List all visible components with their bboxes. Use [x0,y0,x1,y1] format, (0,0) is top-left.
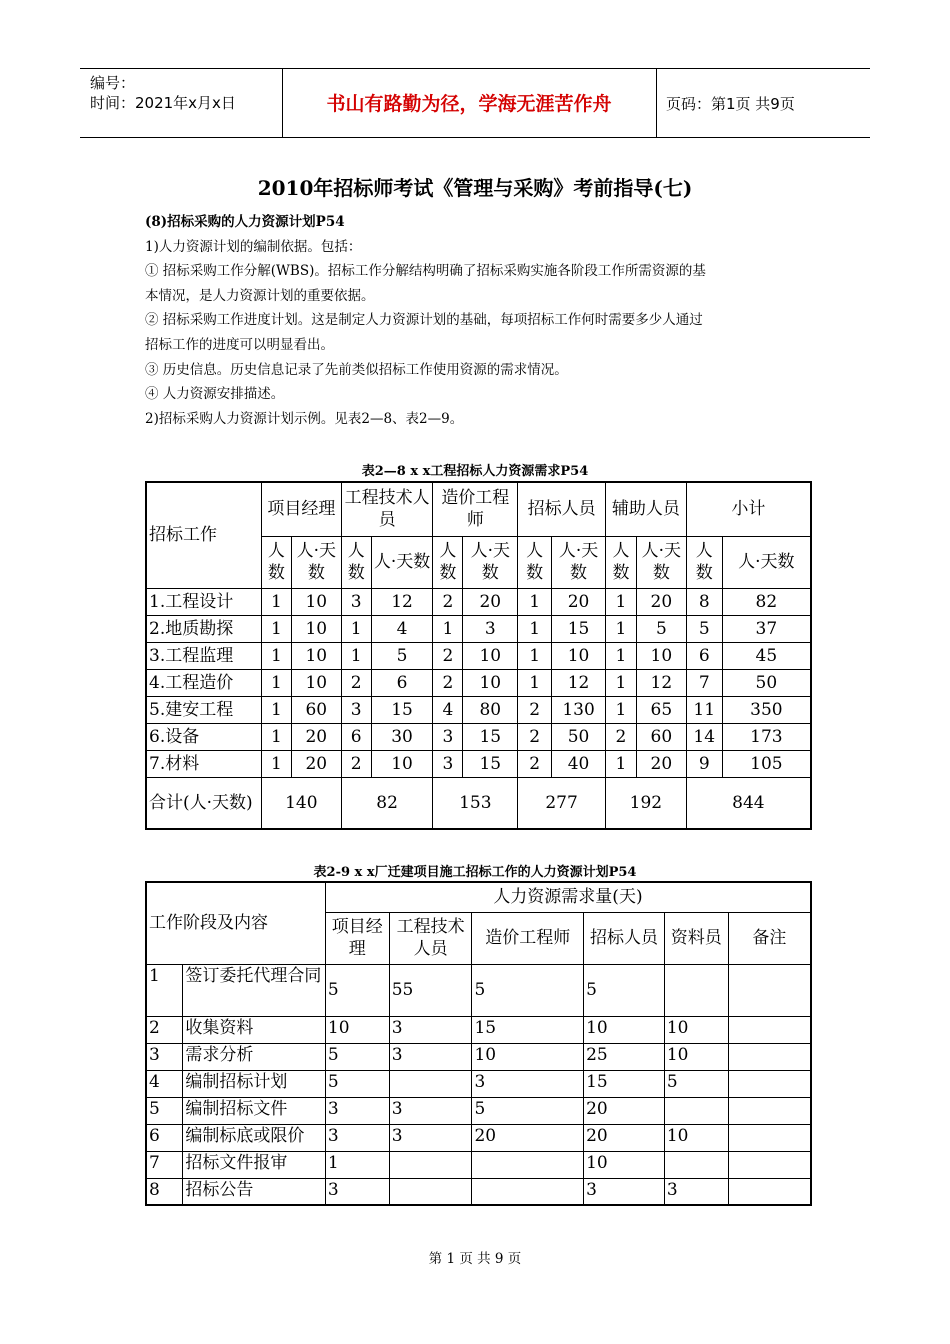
table2-row-number: 1 [146,964,183,1016]
body-text [145,210,825,431]
table2-cell: 25 [584,1043,665,1070]
table2-cell: 10 [664,1043,728,1070]
table1-cell: 30 [371,723,433,750]
table2-cell: 3 [389,1016,472,1043]
table1-subheader: 人·天数 [552,536,606,588]
table1-total-cell: 192 [606,777,687,829]
table1-cell: 1 [261,669,291,696]
table2-col-header: 资料员 [664,912,728,964]
table1-cell: 350 [722,696,811,723]
table1-row-label: 7.材料 [146,750,261,777]
paragraph: 本情况，是人力资源计划的重要依据。 [145,287,375,304]
table1-cell: 10 [552,642,606,669]
table2-cell [389,1070,472,1097]
paragraph: ③ 历史信息。历史信息记录了先前类似招标工作使用资源的需求情况。 [145,361,568,378]
table1-cell: 1 [606,615,637,642]
table1-cell: 4 [371,615,433,642]
table2-row-number: 3 [146,1043,183,1070]
table1-cell: 10 [463,642,518,669]
table1-cell: 7 [686,669,722,696]
table1-row [146,696,811,723]
table2-cell [472,1151,584,1178]
table1-total-cell: 277 [518,777,606,829]
table1-cell: 5 [686,615,722,642]
table2-cell [664,1151,728,1178]
table1-row [146,723,811,750]
table1-group-header: 小计 [686,482,811,536]
table2-row-number: 8 [146,1178,183,1205]
table1-cell: 12 [636,669,686,696]
table2-row [146,1016,811,1043]
table1-cell: 80 [463,696,518,723]
table2-cell: 5 [472,964,584,1016]
header-page-info: 页码：第1页 共9页 [666,95,795,113]
table1-total-cell: 82 [341,777,433,829]
table2-cell: 3 [664,1178,728,1205]
table1-cell: 20 [463,588,518,615]
table1-row [146,615,811,642]
table1-cell: 8 [686,588,722,615]
table1-group-header: 工程技术人员 [341,482,433,536]
table2-cell [728,1124,811,1151]
table1-cell: 5 [371,642,433,669]
table2-cell: 10 [472,1043,584,1070]
table2-cell: 3 [472,1070,584,1097]
table1-cell: 12 [552,669,606,696]
table2-col-header: 招标人员 [584,912,665,964]
table1-group-header: 招标人员 [518,482,606,536]
table1-group-header: 项目经理 [261,482,341,536]
table1-cell: 1 [518,588,552,615]
table2-cell: 5 [325,964,389,1016]
table1-subheader: 人·天数 [291,536,341,588]
table2-cell: 5 [664,1070,728,1097]
table2-row-label: 收集资料 [183,1016,325,1043]
table1-cell: 14 [686,723,722,750]
table2-row-label: 编制招标计划 [183,1070,325,1097]
table2-row-label: 需求分析 [183,1043,325,1070]
table1-cell: 45 [722,642,811,669]
table2 [145,881,812,1206]
table2-cell: 5 [584,964,665,1016]
table1-cell: 9 [686,750,722,777]
table1-subheader: 人·天数 [371,536,433,588]
table1-cell: 15 [371,696,433,723]
table2-cell [728,964,811,1016]
header-divider [656,69,657,137]
table1-cell: 2 [433,642,463,669]
table2-corner: 工作阶段及内容 [146,882,325,964]
table2-cell: 3 [325,1124,389,1151]
table2-col-header: 备注 [728,912,811,964]
table1-cell: 1 [606,588,637,615]
table2-top-header: 人力资源需求量(天) [325,882,811,912]
table1-cell: 65 [636,696,686,723]
table2-cell: 3 [584,1178,665,1205]
table1-row-label: 1.工程设计 [146,588,261,615]
table1-group-header: 造价工程师 [433,482,518,536]
table1-cell: 1 [518,615,552,642]
table1-cell: 15 [463,723,518,750]
table1-cell: 1 [518,642,552,669]
table1-cell: 15 [552,615,606,642]
table1-cell: 5 [636,615,686,642]
page-header [80,68,870,138]
table2-row [146,1178,811,1205]
table2-cell: 3 [325,1178,389,1205]
table1-cell: 37 [722,615,811,642]
table1-cell: 1 [261,615,291,642]
table2-cell: 1 [325,1151,389,1178]
table2-row-number: 4 [146,1070,183,1097]
table1-cell: 3 [433,750,463,777]
table2-row-label: 编制招标文件 [183,1097,325,1124]
table2-col-header: 项目经理 [325,912,389,964]
table2-row [146,1151,811,1178]
table2-cell: 20 [584,1097,665,1124]
table2-row-label: 签订委托代理合同 [183,964,325,1016]
table2-cell: 3 [389,1124,472,1151]
table2-cell [728,1097,811,1124]
table2-cell: 5 [325,1043,389,1070]
table2-row [146,1043,811,1070]
table1-row-label: 6.设备 [146,723,261,750]
table1-cell: 2 [606,723,637,750]
table1-cell: 12 [371,588,433,615]
table2-cell [664,964,728,1016]
table2-cell [664,1097,728,1124]
table1-cell: 82 [722,588,811,615]
doc-code-label: 编号： [90,74,136,92]
table2-cell: 3 [389,1043,472,1070]
table2-caption: 表2-9 x x厂迁建项目施工招标工作的人力资源计划P54 [313,865,637,880]
table2-cell: 15 [472,1016,584,1043]
table1-total-cell: 844 [686,777,811,829]
table2-cell: 5 [472,1097,584,1124]
table2-row-label: 编制标底或限价 [183,1124,325,1151]
table2-cell: 3 [325,1097,389,1124]
table2-cell [728,1070,811,1097]
table1-cell: 20 [636,588,686,615]
table2-body [146,964,811,1205]
table1-cell: 2 [341,669,371,696]
table2-header-row [146,882,811,912]
table1-cell: 40 [552,750,606,777]
table1-cell: 2 [341,750,371,777]
table1-subheader: 人数 [261,536,291,588]
table1-total-cell: 140 [261,777,341,829]
header-motto: 书山有路勤为径，学海无涯苦作舟 [326,93,612,115]
table1 [145,481,812,830]
table1-subheader: 人数 [518,536,552,588]
table1-subheader: 人数 [433,536,463,588]
table1-cell: 10 [291,669,341,696]
table1-cell: 6 [341,723,371,750]
table1-cell: 1 [261,642,291,669]
header-meta [90,73,236,113]
table1-cell: 15 [463,750,518,777]
table1-cell: 4 [433,696,463,723]
table1-cell: 130 [552,696,606,723]
table1-cell: 20 [291,750,341,777]
table1-cell: 20 [636,750,686,777]
table1-cell: 11 [686,696,722,723]
table2-cell: 10 [584,1016,665,1043]
section-heading: (8)招标采购的人力资源计划P54 [145,214,345,230]
table1-header-row [146,482,811,536]
table2-row [146,1097,811,1124]
table1-subheader: 人数 [686,536,722,588]
table2-row [146,964,811,1016]
table1-subheader: 人·天数 [463,536,518,588]
table1-cell: 10 [291,615,341,642]
table1-cell: 60 [291,696,341,723]
table2-row [146,1070,811,1097]
table1-row-label: 4.工程造价 [146,669,261,696]
table1-cell: 10 [463,669,518,696]
table1-cell: 173 [722,723,811,750]
table2-cell: 15 [584,1070,665,1097]
table2-cell: 3 [389,1097,472,1124]
table1-cell: 10 [371,750,433,777]
table1-cell: 10 [291,588,341,615]
table2-cell [472,1178,584,1205]
table2-row [146,1124,811,1151]
table2-row-number: 7 [146,1151,183,1178]
table1-cell: 10 [636,642,686,669]
table1-cell: 2 [518,750,552,777]
table1-row [146,750,811,777]
table2-cell [728,1178,811,1205]
table2-cell: 10 [325,1016,389,1043]
table1-cell: 2 [518,723,552,750]
table1-cell: 3 [341,696,371,723]
table1-cell: 1 [261,750,291,777]
table1-caption: 表2—8 x x工程招标人力资源需求P54 [361,464,589,479]
table2-row-label: 招标公告 [183,1178,325,1205]
table2-cell: 10 [664,1124,728,1151]
table1-cell: 3 [341,588,371,615]
table1-cell: 105 [722,750,811,777]
table2-row-number: 5 [146,1097,183,1124]
table1-subheader: 人数 [341,536,371,588]
table1-cell: 6 [686,642,722,669]
table1-cell: 1 [261,723,291,750]
table1-row-label: 5.建安工程 [146,696,261,723]
table1-cell: 1 [341,642,371,669]
table2-col-header: 造价工程师 [472,912,584,964]
table1-cell: 20 [291,723,341,750]
table1-cell: 1 [261,696,291,723]
table2-cell: 10 [664,1016,728,1043]
paragraph: ① 招标采购工作分解(WBS)。招标工作分解结构明确了招标采购实施各阶段工作所需资源的基 [145,263,706,280]
table2-cell [728,1151,811,1178]
table1-cell: 1 [606,750,637,777]
table2-row-number: 6 [146,1124,183,1151]
table2-cell [389,1178,472,1205]
table1-row [146,669,811,696]
page-footer: 第 1 页 共 9 页 [428,1251,522,1267]
table1-cell: 1 [606,696,637,723]
table1-cell: 2 [433,588,463,615]
table1-total-label: 合计(人·天数) [146,777,261,829]
table1-cell: 2 [433,669,463,696]
table1-subheader: 人数 [606,536,637,588]
table2-cell [728,1016,811,1043]
table1-group-header: 辅助人员 [606,482,687,536]
table1-cell: 1 [518,669,552,696]
table2-cell [728,1043,811,1070]
table2-cell: 5 [325,1070,389,1097]
table1-cell: 2 [518,696,552,723]
paragraph: 招标工作的进度可以明显看出。 [145,336,334,353]
table1-cell: 3 [463,615,518,642]
table1-cell: 50 [552,723,606,750]
table1-cell: 20 [552,588,606,615]
table1-cell: 1 [606,642,637,669]
table1-cell: 1 [341,615,371,642]
paragraph: 2)招标采购人力资源计划示例。见表2—8、表2—9。 [145,410,464,427]
table1-row-label: 2.地质勘探 [146,615,261,642]
table1-subheader: 人·天数 [722,536,811,588]
page-title: 2010年招标师考试《管理与采购》考前指导(七) [257,176,693,200]
table1-total-cell: 153 [433,777,518,829]
paragraph: ④ 人力资源安排描述。 [145,386,285,403]
table1-subheader: 人·天数 [636,536,686,588]
doc-date-label: 时间：2021年x月x日 [90,94,236,112]
table1-total-row [146,777,811,829]
table2-col-header: 工程技术人员 [389,912,472,964]
table1-row-label: 3.工程监理 [146,642,261,669]
table2-row-label: 招标文件报审 [183,1151,325,1178]
table2-cell: 20 [472,1124,584,1151]
table2-cell [389,1151,472,1178]
table1-row [146,642,811,669]
table1-cell: 1 [433,615,463,642]
table1-cell: 10 [291,642,341,669]
table2-cell: 20 [584,1124,665,1151]
table1-cell: 60 [636,723,686,750]
table1-cell: 6 [371,669,433,696]
table1-cell: 50 [722,669,811,696]
table1-cell: 3 [433,723,463,750]
paragraph: 1)人力资源计划的编制依据。包括： [145,238,362,255]
table2-row-number: 2 [146,1016,183,1043]
table1-cell: 1 [261,588,291,615]
table1-corner: 招标工作 [146,482,261,588]
table2-cell: 55 [389,964,472,1016]
table1-row [146,588,811,615]
table2-cell: 10 [584,1151,665,1178]
paragraph: ② 招标采购工作进度计划。这是制定人力资源计划的基础，每项招标工作何时需要多少人通过 [145,312,703,329]
table1-cell: 1 [606,669,637,696]
table1-body [146,588,811,777]
